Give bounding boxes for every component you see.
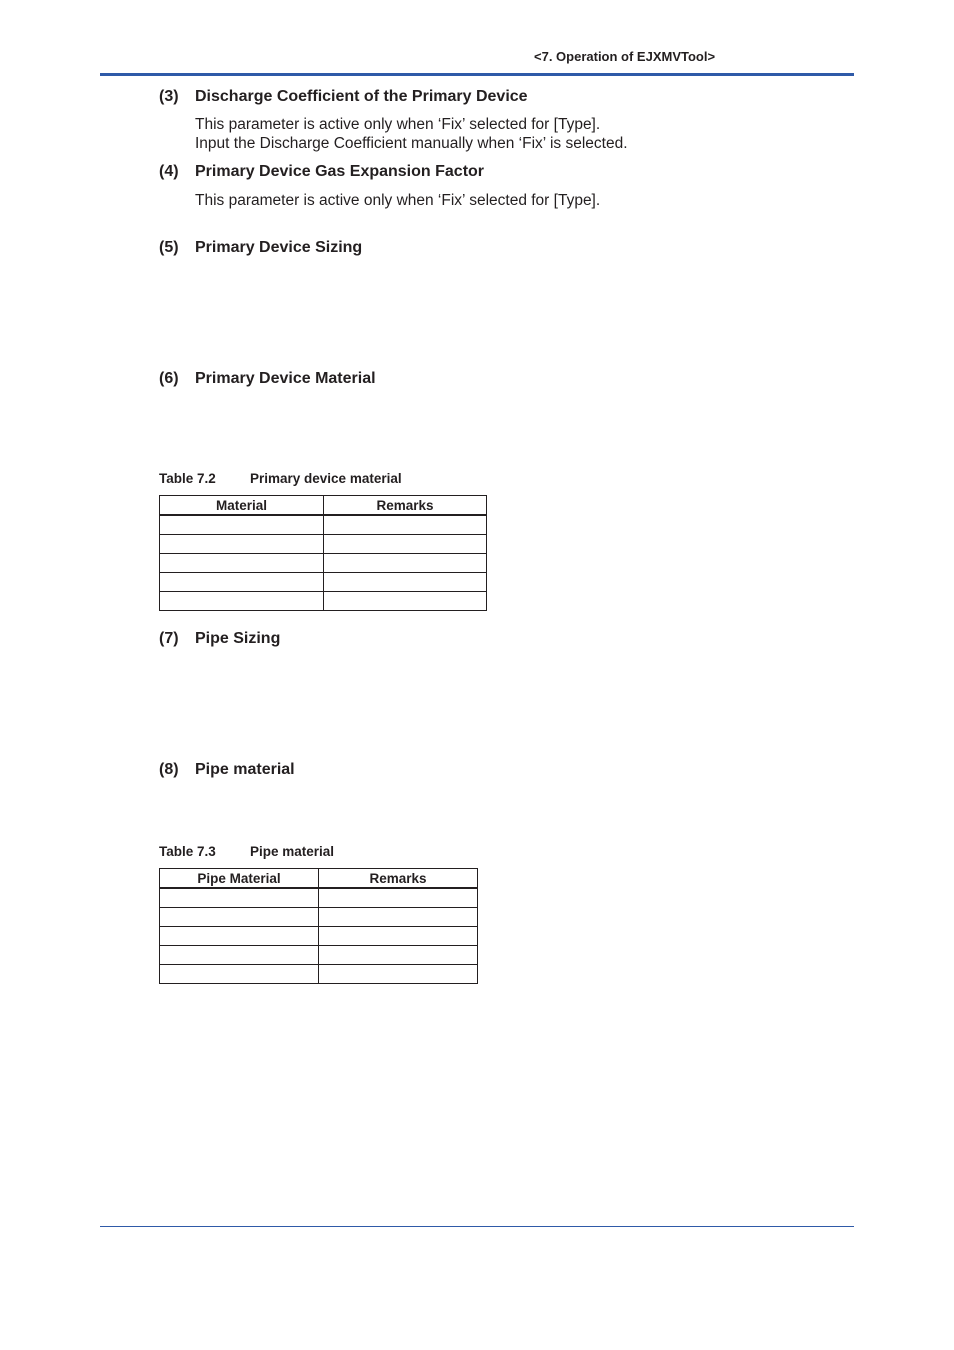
paragraph-line: This parameter is active only when ‘Fix’ selected for [Type]. xyxy=(195,116,601,133)
section-number: (5) xyxy=(159,239,179,256)
paragraph-line: This parameter is active only when ‘Fix’ selected for [Type]. xyxy=(195,192,601,209)
table-row xyxy=(160,515,487,535)
section-title: Primary Device Sizing xyxy=(195,239,363,256)
column-header-pipe-material: Pipe Material xyxy=(160,869,319,889)
table-cell xyxy=(324,535,487,554)
section-heading-5 xyxy=(159,239,362,257)
table-row xyxy=(160,535,487,554)
header-rule xyxy=(100,73,854,76)
table-cell xyxy=(324,554,487,573)
table-row xyxy=(160,573,487,592)
section-3-body xyxy=(195,115,628,153)
table-caption-7-3 xyxy=(159,844,334,859)
section-number: (8) xyxy=(159,761,179,778)
table-cell xyxy=(160,554,324,573)
section-title: Pipe material xyxy=(195,761,295,778)
section-heading-7 xyxy=(159,630,280,648)
section-heading-4 xyxy=(159,163,484,181)
table-header-row xyxy=(160,869,478,889)
primary-device-material-table xyxy=(159,495,487,611)
table-header-row xyxy=(160,496,487,516)
table-cell xyxy=(160,535,324,554)
table-cell xyxy=(160,946,319,965)
table-cell xyxy=(160,592,324,611)
column-header-material: Material xyxy=(160,496,324,516)
table-cell xyxy=(319,888,478,908)
section-heading-6 xyxy=(159,370,376,388)
table-row xyxy=(160,946,478,965)
table-cell xyxy=(160,965,319,984)
section-4-body xyxy=(195,191,600,210)
table-row xyxy=(160,554,487,573)
table-cell xyxy=(160,908,319,927)
running-header: <7. Operation of EJXMVTool> xyxy=(534,49,716,64)
table-row xyxy=(160,965,478,984)
table-cell xyxy=(319,946,478,965)
section-title: Pipe Sizing xyxy=(195,630,281,647)
column-header-remarks: Remarks xyxy=(319,869,478,889)
section-heading-8 xyxy=(159,761,295,779)
table-cell xyxy=(324,515,487,535)
column-header-remarks: Remarks xyxy=(324,496,487,516)
section-number: (4) xyxy=(159,163,179,180)
table-cell xyxy=(160,573,324,592)
table-row xyxy=(160,888,478,908)
table-title: Primary device material xyxy=(250,471,402,486)
table-cell xyxy=(160,515,324,535)
section-title: Primary Device Material xyxy=(195,370,376,387)
table-row xyxy=(160,592,487,611)
table-title: Pipe material xyxy=(250,844,335,859)
section-number: (3) xyxy=(159,88,179,105)
section-heading-3 xyxy=(159,88,528,106)
table-row xyxy=(160,908,478,927)
table-cell xyxy=(319,927,478,946)
section-number: (6) xyxy=(159,370,179,387)
table-cell xyxy=(319,965,478,984)
table-cell xyxy=(160,927,319,946)
table-cell xyxy=(319,908,478,927)
table-cell xyxy=(160,888,319,908)
pipe-material-table xyxy=(159,868,478,984)
table-number: Table 7.2 xyxy=(159,471,216,486)
table-number: Table 7.3 xyxy=(159,844,216,859)
table-cell xyxy=(324,573,487,592)
table-caption-7-2 xyxy=(159,471,402,486)
table-row xyxy=(160,927,478,946)
section-title: Primary Device Gas Expansion Factor xyxy=(195,163,485,180)
section-number: (7) xyxy=(159,630,179,647)
table-cell xyxy=(324,592,487,611)
footer-rule xyxy=(100,1226,854,1227)
paragraph-line: Input the Discharge Coefficient manually when ‘Fix’ is selected. xyxy=(195,135,628,152)
section-title: Discharge Coefficient of the Primary Device xyxy=(195,88,528,105)
